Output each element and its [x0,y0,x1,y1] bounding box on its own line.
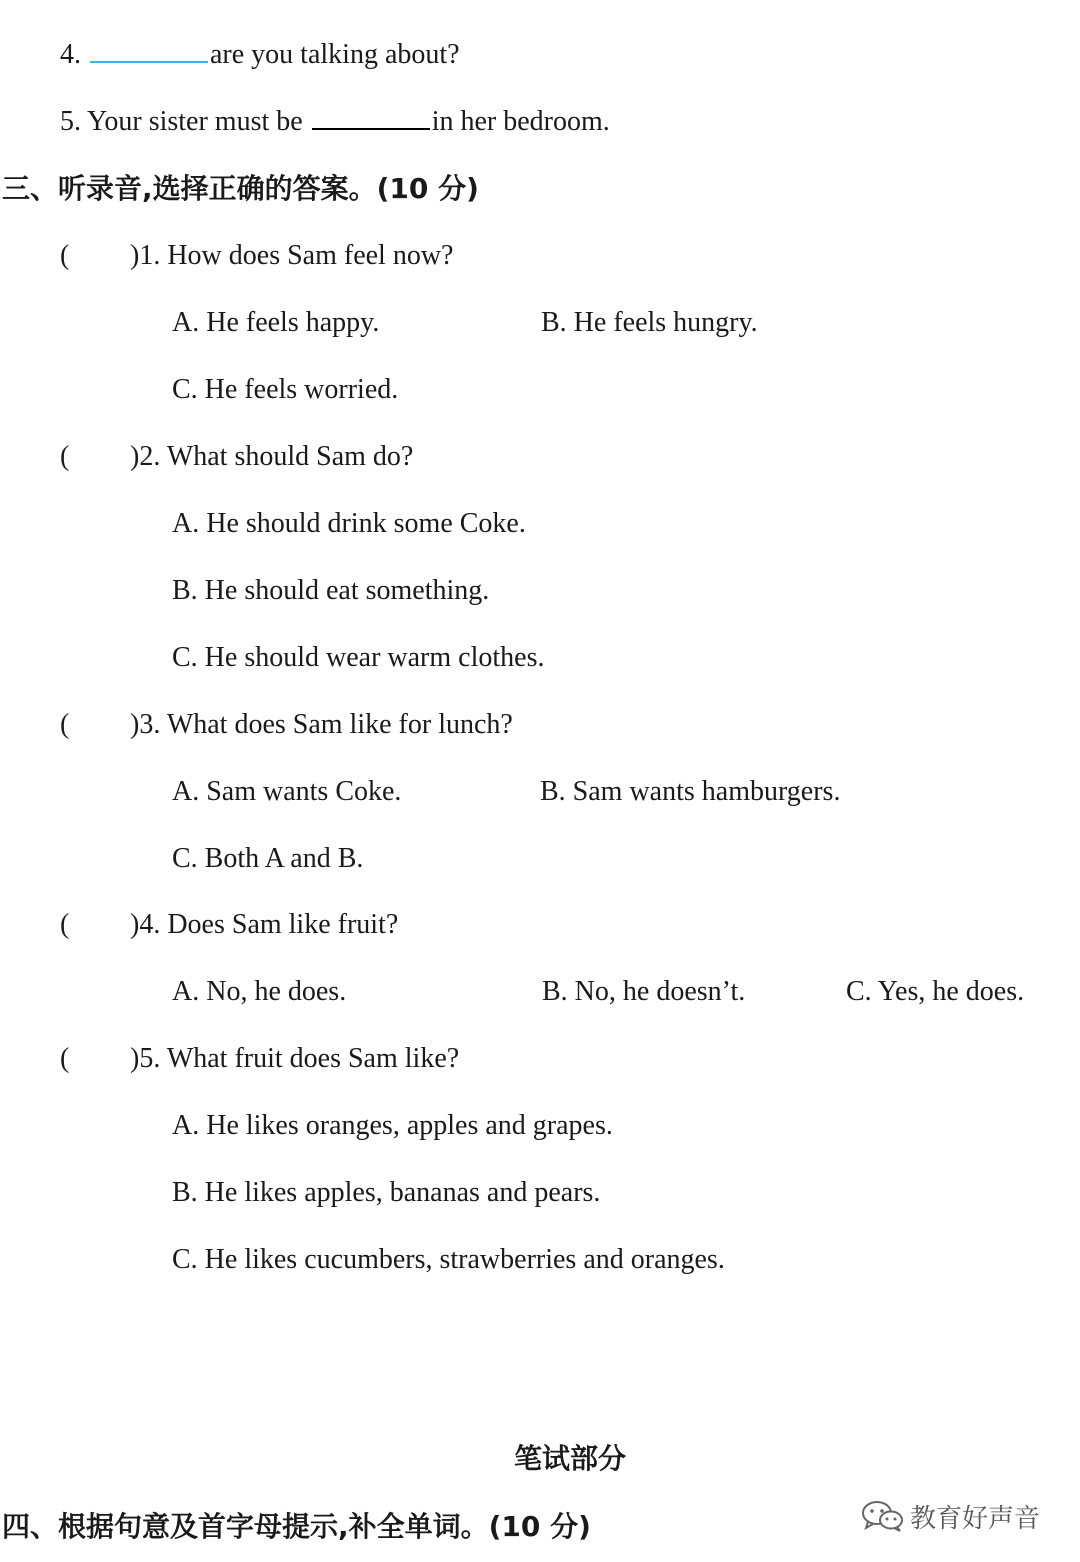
option-a: A. He likes oranges, apples and grapes. [172,1110,613,1141]
question-stem: )1. How does Sam feel now? [130,240,454,271]
fill-blank-5 [60,105,610,139]
option-b: B. He feels hungry. [541,307,758,338]
option-c: C. He likes cucumbers, strawberries and oranges. [172,1244,725,1275]
section-3-heading: 三、听录音,选择正确的答案。(10 分) [2,172,479,205]
answer-blank[interactable] [90,57,208,63]
option-b: B. Sam wants hamburgers. [540,776,841,807]
question-stem: )4. Does Sam like fruit? [130,909,399,940]
option-c: C. Yes, he does. [846,976,1025,1007]
watermark-text: 教育好声音 [910,1504,1041,1534]
answer-blank[interactable] [312,124,430,130]
section-4-heading: 四、根据句意及首字母提示,补全单词。(10 分) [2,1510,591,1543]
watermark [860,1496,1060,1536]
answer-paren[interactable]: ( [60,441,70,472]
answer-paren[interactable]: ( [60,709,70,740]
option-a: A. No, he does. [172,976,347,1007]
option-b: B. No, he doesn’t. [542,976,746,1007]
sentence-text: in her bedroom. [431,106,610,137]
wechat-icon [860,1499,906,1533]
option-c: C. Both A and B. [172,843,364,874]
option-c: C. He feels worried. [172,374,399,405]
option-a: A. He feels happy. [172,307,380,338]
answer-paren[interactable]: ( [60,909,70,940]
option-c: C. He should wear warm clothes. [172,642,545,673]
sentence-text: 5. Your sister must be [60,106,303,137]
option-b: B. He likes apples, bananas and pears. [172,1177,601,1208]
question-stem: )3. What does Sam like for lunch? [130,709,513,740]
option-a: A. Sam wants Coke. [172,776,402,807]
question-stem: )5. What fruit does Sam like? [130,1043,460,1074]
question-number: 4. [60,39,81,70]
sentence-text: are you talking about? [210,39,460,70]
question-stem: )2. What should Sam do? [130,441,414,472]
option-a: A. He should drink some Coke. [172,508,526,539]
written-part-title: 笔试部分 [514,1442,627,1475]
option-b: B. He should eat something. [172,575,490,606]
answer-paren[interactable]: ( [60,240,70,271]
answer-paren[interactable]: ( [60,1043,70,1074]
fill-blank-4 [60,38,460,72]
